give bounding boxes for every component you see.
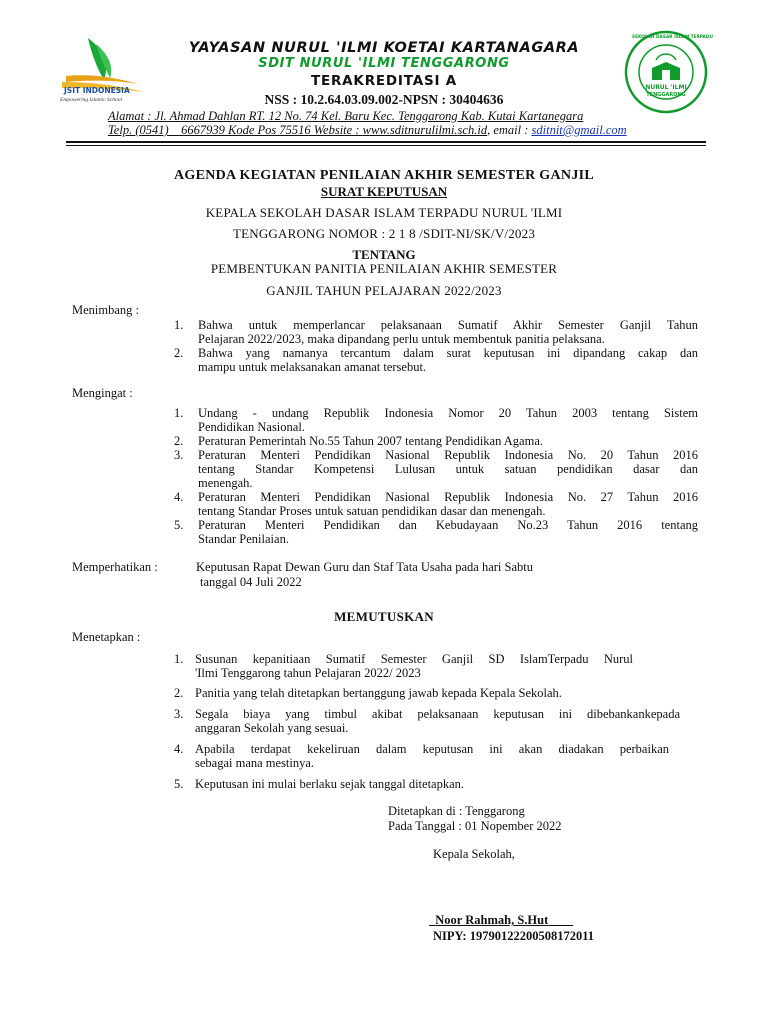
school-contact (108, 123, 627, 138)
item-text-line: tentang Standar Proses untuk satuan pendidikan dasar dan menengah. (198, 504, 546, 518)
signer-name-text: Noor Rahmah, S.Hut (435, 913, 549, 927)
item-number: 5. (174, 518, 184, 532)
document-title: AGENDA KEGIATAN PENILAIAN AKHIR SEMESTER GANJIL (173, 168, 595, 183)
item-number: 4. (174, 490, 184, 504)
item-number: 2. (174, 346, 184, 360)
seal-name-1: NURUL 'ILMI (645, 84, 687, 91)
signature-place: Ditetapkan di : Tenggarong (388, 804, 525, 818)
subject-line-2: GANJIL TAHUN PELAJARAN 2022/2023 (266, 283, 502, 298)
email-prefix: , email : (487, 123, 532, 137)
item-number: 4. (174, 742, 184, 756)
signer-nipy: NIPY: 19790122200508172011 (433, 929, 595, 943)
website-link[interactable]: www.sditnurulilmi.sch.id (362, 123, 488, 137)
menetapkan-item-4 (174, 742, 674, 772)
letterhead-rule-thin (66, 145, 706, 146)
item-text-line: Undang - undang Republik Indonesia Nomor 20 Tahun 2003 tentang Sistem (198, 406, 698, 420)
mengingat-item-4 (174, 490, 698, 520)
menimbang-label: Menimbang : (72, 303, 140, 317)
mengingat-label: Mengingat : (72, 386, 133, 400)
menetapkan-item-3 (174, 707, 684, 737)
subject-line-1: PEMBENTUKAN PANITIA PENILAIAN AKHIR SEMESTER (210, 261, 558, 276)
signer-name (429, 913, 573, 928)
item-text-line: Pelajaran 2022/2023, maka dipandang perlu untuk membentuk panitia pelaksana. (198, 332, 605, 346)
item-number: 2. (174, 434, 184, 448)
menimbang-item-2 (174, 346, 698, 376)
item-text-line: sebagai mana mestinya. (195, 756, 315, 770)
item-text-line: tentang Standar Kompetensi Lulusan untuk satuan pendidikan dasar dan (198, 462, 698, 476)
item-number: 1. (174, 318, 184, 332)
item-text-line: Bahwa yang namanya tercantum dalam surat keputusan ini dipandang cakap dan (198, 346, 698, 360)
item-text-line: Bahwa untuk memperlancar pelaksanaan Sumatif Akhir Semester Ganjil Tahun (198, 318, 698, 332)
item-text-line: Peraturan Menteri Pendidikan Nasional Republik Indonesia No. 27 Tahun 2016 (198, 490, 698, 504)
letterhead-rule-thick (66, 141, 706, 143)
item-text-line: Peraturan Menteri Pendidikan Nasional Republik Indonesia No. 20 Tahun 2016 (198, 448, 698, 462)
item-text-line: Panitia yang telah ditetapkan bertanggung jawab kepada Kepala Sekolah. (195, 686, 562, 700)
menimbang-item-1 (174, 318, 698, 348)
seal-ring-text: SEKOLAH DASAR ISLAM TERPADU (632, 35, 713, 40)
menetapkan-label: Menetapkan : (72, 630, 141, 644)
email-link[interactable]: sditnit@gmail.com (531, 123, 627, 137)
item-text-line: 'Ilmi Tenggarong tahun Pelajaran 2022/ 2023 (195, 666, 421, 680)
memperhatikan-line-1: Keputusan Rapat Dewan Guru dan Staf Tata Usaha pada hari Sabtu (196, 560, 533, 574)
memperhatikan-label: Memperhatikan : (72, 560, 158, 574)
memutuskan-heading: MEMUTUSKAN (334, 609, 434, 624)
jsit-logo-tagline: Empowering Islamic School (60, 97, 123, 103)
menetapkan-item-5 (174, 777, 674, 793)
seal-name-2: TENGGARONG (646, 92, 686, 98)
item-number: 1. (174, 406, 184, 420)
accreditation: TERAKREDITASI A (310, 73, 458, 89)
item-text-line: mampu untuk melaksanakan amanat tersebut. (198, 360, 427, 374)
foundation-name: YAYASAN NURUL 'ILMI KOETAI KARTANAGARA (188, 40, 580, 56)
item-text-line: Standar Penilaian. (198, 532, 289, 546)
issuer-number: TENGGARONG NOMOR : 2 1 8 /SDIT-NI/SK/V/2023 (232, 226, 536, 241)
mengingat-item-3 (174, 448, 698, 492)
school-address: Alamat : Jl. Ahmad Dahlan RT. 12 No. 74 Kel. Baru Kec. Tenggarong Kab. Kutai Kartanegara (108, 109, 584, 123)
document-subtitle: SURAT KEPUTUSAN (320, 184, 448, 199)
item-text-line: Peraturan Pemerintah No.55 Tahun 2007 tentang Pendidikan Agama. (198, 434, 544, 448)
school-name: SDIT NURUL 'ILMI TENGGARONG (258, 56, 510, 71)
item-text-line: Peraturan Menteri Pendidikan dan Kebudayaan No.23 Tahun 2016 tentang (198, 518, 698, 532)
item-number: 2. (174, 686, 184, 700)
item-text-line: Susunan kepanitiaan Sumatif Semester Ganjil SD IslamTerpadu Nurul (195, 652, 633, 666)
signature-date: Pada Tanggal : 01 Nopember 2022 (388, 819, 562, 833)
signer-name-pad-end (548, 913, 573, 927)
item-number: 3. (174, 707, 184, 721)
item-text-line: Apabila terdapat kekeliruan dalam keputusan ini akan diadakan perbaikan (195, 742, 669, 756)
nss-npsn: NSS : 10.2.64.03.09.002-NPSN : 30404636 (264, 92, 504, 107)
menetapkan-item-1 (174, 652, 644, 682)
mengingat-item-1 (174, 406, 698, 436)
item-text-line: Keputusan ini mulai berlaku sejak tanggal ditetapkan. (195, 777, 465, 791)
issuer-line-1: KEPALA SEKOLAH DASAR ISLAM TERPADU NURUL 'ILMI (205, 205, 563, 220)
item-text-line: menengah. (198, 476, 253, 490)
item-number: 5. (174, 777, 184, 791)
phone-text: Telp. (0541) 6667939 Kode Pos 75516 Website : (108, 123, 363, 137)
item-number: 1. (174, 652, 184, 666)
tentang-heading: TENTANG (352, 247, 416, 262)
jsit-logo-title: JSIT INDONESIA (64, 86, 130, 95)
item-text-line: anggaran Sekolah yang sesuai. (195, 721, 349, 735)
signature-position: Kepala Sekolah, (433, 847, 515, 861)
item-text-line: Segala biaya yang timbul akibat pelaksanaan keputusan ini dibebankankepada (195, 707, 680, 721)
menetapkan-item-2 (174, 686, 674, 702)
item-number: 3. (174, 448, 184, 462)
mengingat-item-5 (174, 518, 698, 548)
memperhatikan-line-2: tanggal 04 Juli 2022 (200, 575, 302, 589)
item-text-line: Pendidikan Nasional. (198, 420, 305, 434)
